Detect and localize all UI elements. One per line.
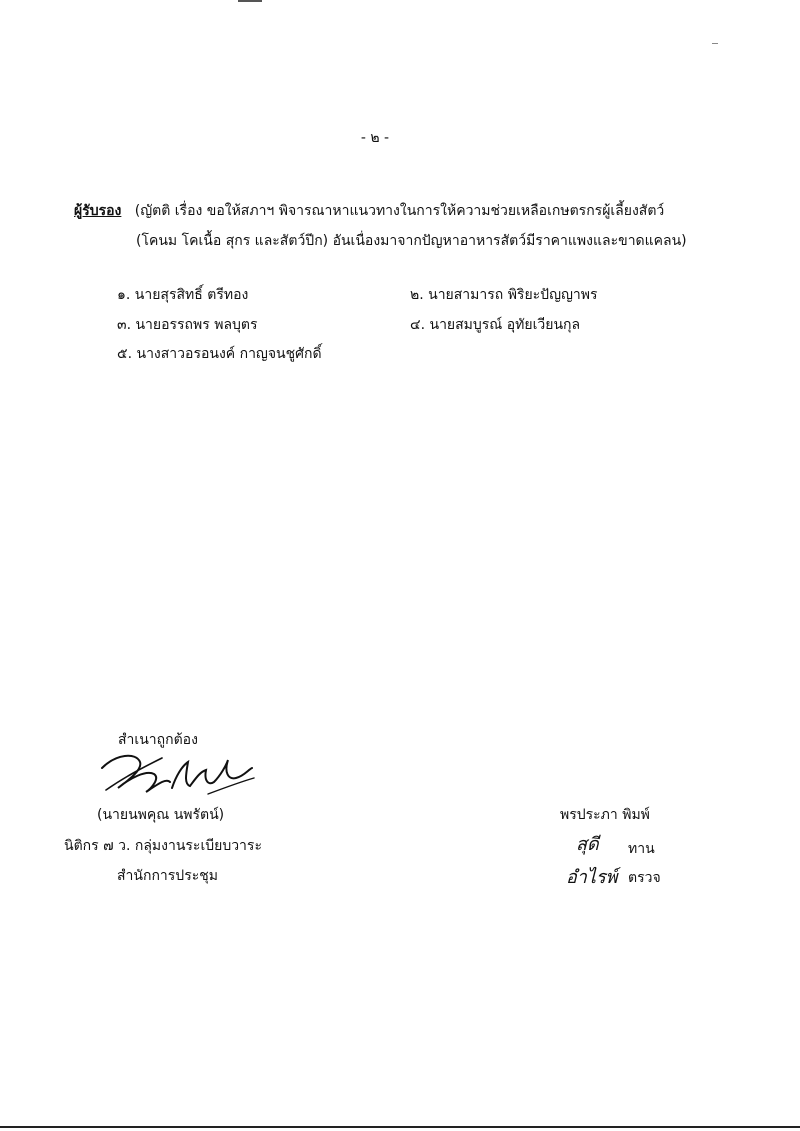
checker-initials: อำไรพ์ bbox=[566, 867, 618, 888]
member-2: ๒. นายสามารถ พิริยะปัญญาพร bbox=[410, 287, 598, 303]
checker-role: ตรวจ bbox=[628, 870, 661, 886]
proofreader-role: ทาน bbox=[628, 841, 655, 857]
corner-scan-mark bbox=[712, 43, 718, 44]
certified-copy-heading: สำเนาถูกต้อง bbox=[118, 732, 198, 748]
member-1: ๑. นายสุรสิทธิ์ ตรีทอง bbox=[117, 287, 249, 303]
proofreader-initials: สุดี bbox=[576, 834, 599, 855]
member-5: ๕. นางสาวอรอนงค์ กาญจนชูศักดิ์ bbox=[117, 346, 322, 362]
certifier-position: นิติกร ๗ ว. กลุ่มงานระเบียบวาระ bbox=[64, 838, 262, 854]
certifier-office: สำนักการประชุม bbox=[117, 868, 218, 884]
motion-line-1 bbox=[74, 201, 664, 221]
certifier-name: (นายนพคุณ นพรัตน์) bbox=[97, 807, 225, 823]
sponsor-label: ผู้รับรอง bbox=[74, 203, 122, 219]
page-number: - ๒ - bbox=[360, 130, 390, 146]
motion-text-1: (ญัตติ เรื่อง ขอให้สภาฯ พิจารณาหาแนวทางในการให้ความช่วยเหลือเกษตรกรผู้เลี้ยงสัตว์ bbox=[134, 203, 665, 219]
motion-line-2: (โคนม โคเนื้อ สุกร และสัตว์ปีก) อันเนื่องมาจากปัญหาอาหารสัตว์มีราคาแพงและขาดแคลน) bbox=[136, 233, 687, 249]
member-4: ๔. นายสมบูรณ์ อุทัยเวียนกุล bbox=[410, 317, 581, 333]
member-3: ๓. นายอรรถพร พลบุตร bbox=[117, 317, 258, 333]
typist-label: พรประภา พิมพ์ bbox=[560, 807, 650, 823]
handwritten-signature bbox=[96, 748, 258, 800]
top-scan-mark bbox=[238, 0, 262, 2]
page-bottom-edge bbox=[0, 1126, 800, 1128]
